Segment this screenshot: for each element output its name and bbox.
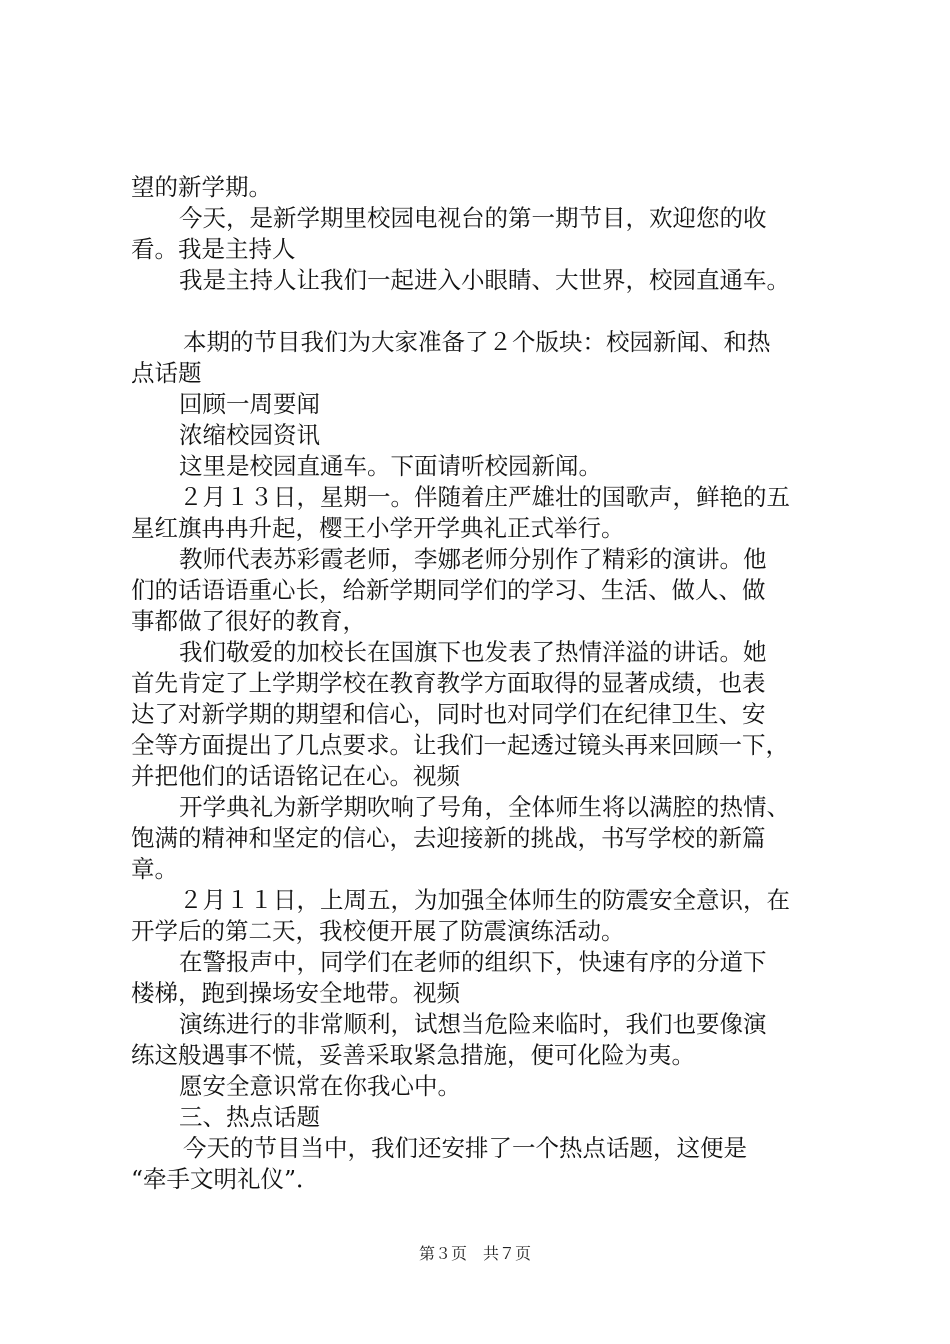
text-line: 在警报声中，同学们在老师的组织下，快速有序的分道下 — [179, 948, 767, 976]
text-line: 章。 — [131, 855, 178, 883]
document-body — [131, 172, 836, 1195]
text-line: 演练进行的非常顺利，试想当危险来临时，我们也要像演 — [179, 1010, 767, 1038]
text-line: 开学后的第二天，我校便开展了防震演练活动。 — [131, 917, 625, 945]
text-line: 星红旗冉冉升起，樱王小学开学典礼正式举行。 — [131, 514, 625, 542]
page-number-footer: 第３页 共７页 — [418, 1244, 531, 1263]
text-line: 点话题 — [131, 359, 202, 387]
text-line: 并把他们的话语铭记在心。视频 — [131, 762, 460, 790]
text-line: ２月１１日，上周五，为加强全体师生的防震安全意识，在 — [179, 886, 790, 914]
text-line: 这里是校园直通车。下面请听校园新闻。 — [179, 452, 602, 480]
text-line: 事都做了很好的教育， — [131, 607, 366, 635]
text-line: 首先肯定了上学期学校在教育教学方面取得的显著成绩，也表 — [131, 669, 766, 697]
text-line: 回顾一周要闻 — [179, 390, 320, 418]
text-line: 全等方面提出了几点要求。让我们一起透过镜头再来回顾一下， — [131, 731, 789, 759]
text-line: 本期的节目我们为大家准备了２个版块：校园新闻、和热 — [183, 328, 771, 356]
text-line: 开学典礼为新学期吹响了号角，全体师生将以满腔的热情、 — [179, 793, 790, 821]
text-line: 看。我是主持人 — [131, 235, 296, 263]
text-line: 楼梯，跑到操场安全地带。视频 — [131, 979, 460, 1007]
text-line: 今天，是新学期里校园电视台的第一期节目，欢迎您的收 — [179, 204, 767, 232]
text-line: 望的新学期。 — [131, 173, 272, 201]
text-line: 达了对新学期的期望和信心，同时也对同学们在纪律卫生、安 — [131, 700, 766, 728]
text-line: “牵手文明礼仪”． — [131, 1165, 320, 1193]
text-line: 们的话语语重心长，给新学期同学们的学习、生活、做人、做 — [131, 576, 766, 604]
text-line: 练这般遇事不慌，妥善采取紧急措施，便可化险为夷。 — [131, 1041, 695, 1069]
text-line: 浓缩校园资讯 — [179, 421, 320, 449]
text-line: 愿安全意识常在你我心中。 — [179, 1072, 461, 1100]
text-line: ２月１３日，星期一。伴随着庄严雄壮的国歌声，鲜艳的五 — [179, 483, 790, 511]
text-line: 我是主持人让我们一起进入小眼睛、大世界，校园直通车。 — [179, 266, 790, 294]
text-line: 教师代表苏彩霞老师，李娜老师分别作了精彩的演讲。他 — [179, 545, 767, 573]
text-line: 饱满的精神和坚定的信心，去迎接新的挑战，书写学校的新篇 — [131, 824, 766, 852]
blank-line — [131, 296, 836, 327]
text-line: 我们敬爱的加校长在国旗下也发表了热情洋溢的讲话。她 — [179, 638, 767, 666]
text-line: 今天的节目当中，我们还安排了一个热点话题，这便是 — [183, 1134, 747, 1162]
section-heading: 三、热点话题 — [179, 1103, 320, 1131]
